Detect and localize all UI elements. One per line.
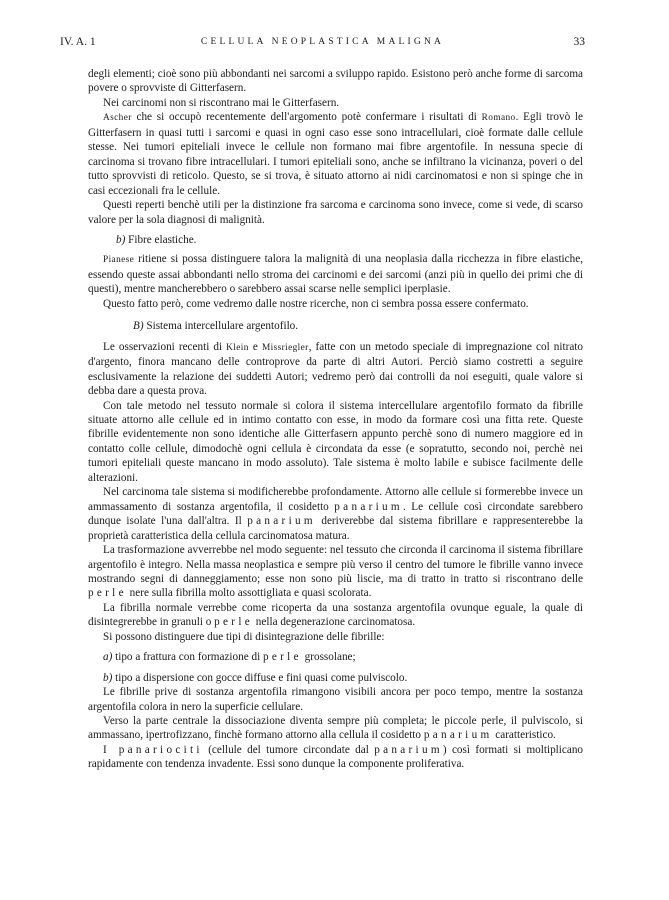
author-name: Pianese [103,255,135,266]
spaced-term: perle [263,651,302,664]
paragraph: Ascher che si occupò recentemente dell'argomento potè confermare i risultati di Romano. Egli trovò le Gitterfasern in quasi tutti i sarcomi e quasi in ogni caso esse sono intracellulari, cioè formate dalle cellule stesse. Nei tumori epiteliali invece le cellule non formano mai fibre argentofile. In nessuna specie di carcinoma si trovano fibre intracellulari. I tumori epiteliali sono, anche se infiltrano la vicinanza, poveri o del tutto sprovvisti di reticolo. Questo, se si trova, è situato attorno ai nidi carcinomatosi e non si spinge che in casi eccezionali fra le cellule. [88,111,583,197]
author-name: Ascher [103,113,132,124]
body-text [88,67,583,772]
spaced-term: panarium [374,743,443,756]
subsection-heading: B) Sistema intercellulare argentofilo. [133,320,299,333]
running-title: CELLULA NEOPLASTICA MALIGNA [200,37,445,47]
paragraph: Nei carcinomi non si riscontrano mai le Gitterfasern. [103,96,340,109]
section-number: IV. A. 1 [60,36,96,48]
author-name: Klein [226,342,249,353]
spaced-term: perle [214,616,253,629]
paragraph: Le osservazioni recenti di Klein e Missriegler, fatte con un metodo speciale di impregnazione col nitrato d'argento, finora mancano delle controprove da parte di altri Autori. Perciò siamo costretti a seguire esclusivamente la relazione dei suddetti Autori; vedremo però dai controlli da noi eseguiti, quale valore si debba dare a questa prova. [88,340,583,398]
paragraph: La fibrilla normale verrebbe come ricoperta da una sostanza argentofila ovunque eguale, la quale di disintegrerebbe in granuli o perle nella degenerazione carcinomatosa. [88,601,583,629]
paragraph: Pianese ritiene si possa distinguere talora la malignità di una neoplasia dalla ricchezza in fibre elastiche, essendo queste assai abbondanti nello stroma dei carcinomi e dei sarcomi (anzi più in quello dei primi che di questi), mentre mancherebbero o sarebbero assai scarse nelle semplici iperplasie. [88,253,583,296]
paragraph: Nel carcinoma tale sistema si modificherebbe profondamente. Attorno alle cellule si formerebbe invece un ammassamento di sostanza argentofila, il cosidetto panarium. Le cellule così circondate sarebbero dunque isolate l'una dall'altra. Il panarium deriverebbe dal sistema fibrillare e rappresenterebbe la proprietà caratteristica della cellula carcinomatosa matura. [88,486,583,542]
author-name: Missriegler [261,342,309,353]
running-header [60,36,585,52]
subsection-heading: b) Fibre elastiche. [116,233,197,246]
paragraph: Con tale metodo nel tessuto normale si colora il sistema intercellulare argentofilo formato da fibrille situate attorno alle cellule ed in intimo contatto con esse, in modo da formare così una fitta rete. Queste fibrille evidentemente non sono identiche alle Gitterfasern appunto perchè sono di numero maggiore ed in contatto colle cellule, dimodochè ogni cellula è circondata da esse (e sopratutto, secondo noi, perchè nei tumori epiteliali queste mancano in modo assoluto). Tale sistema è molto labile e subisce facilmente delle alterazioni. [88,399,583,484]
paragraph: Le fibrille prive di sostanza argentofila rimangono visibili ancora per poco tempo, mentre la sostanza argentofila colora in nero la superficie cellulare. [88,686,583,713]
paragraph: Si possono distinguere due tipi di disintegrazione delle fibrille: [103,630,385,643]
list-item: b) tipo a dispersione con gocce diffuse e fini quasi come pulviscolo. [103,671,408,684]
paragraph: Questi reperti benchè utili per la distinzione fra sarcoma e carcinoma sono invece, come si vede, di scarso valore per la sola diagnosi di malignità. [88,199,583,226]
list-item: a) tipo a frattura con formazione di perle grossolane; [103,651,356,664]
author-name: Romano [481,113,516,124]
paragraph: La trasformazione avverrebbe nel modo seguente: nel tessuto che circonda il carcinoma il sistema fibrillare argentofilo è integro. Nella massa neoplastica e sempre più verso il centro del tumore le fibrille vanno invece mostrando segni di danneggiamento; esse non sono più liscie, ma di tratto in tratto si riscontrano delle perle nere sulla fibrilla molto assottigliata e quasi scolorata. [88,544,583,600]
spaced-term: panarium [423,729,493,742]
paragraph: Verso la parte centrale la dissociazione diventa sempre più completa; le piccole perle, il pulviscolo, si ammassano, ipertrofizzano, finchè formano attorno alla cellula il cosidetto panarium caratteristico. [88,715,583,742]
paragraph: I panariociti (cellule del tumore circondate dal panarium) così formati si moltiplicano rapidamente con tendenza invadente. Essi sono dunque la componente proliferativa. [88,743,584,771]
spaced-term: perle [88,587,127,600]
paragraph: degli elementi; cioè sono più abbondanti nei sarcomi a sviluppo rapido. Esistono però anche forme di sarcoma povere o sprovviste di Gitterfasern. [88,68,583,95]
spaced-term: panarium [334,500,403,513]
paragraph: Questo fatto però, come vedremo dalle nostre ricerche, non ci sembra possa essere confermato. [103,297,529,310]
spaced-term: panarium [247,515,316,528]
page-number: 33 [573,36,585,48]
spaced-term: I panariociti [103,743,203,756]
